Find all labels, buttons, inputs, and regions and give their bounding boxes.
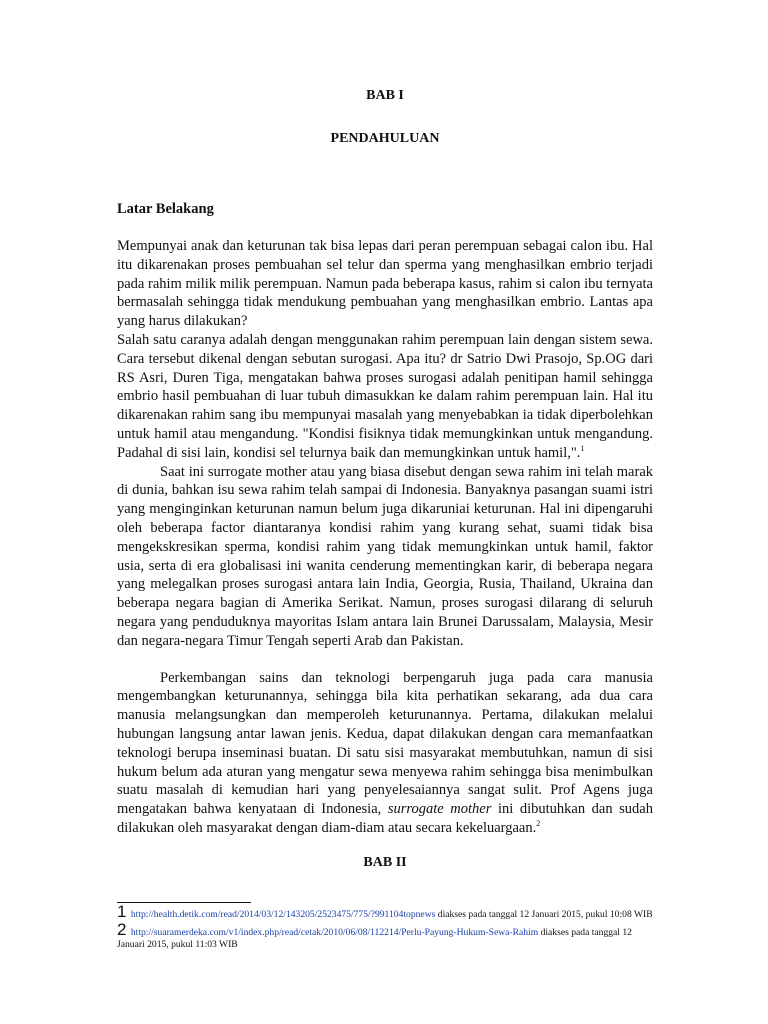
footnote-2 <box>117 919 657 952</box>
main-content <box>117 88 653 871</box>
chapter-title-pendahuluan: PENDAHULUAN <box>330 131 440 146</box>
footnote-ref-2[interactable]: 2 <box>536 819 541 829</box>
footnote-1 <box>117 902 657 922</box>
paragraph-2-text: Salah satu caranya adalah dengan menggunakan rahim perempuan lain dengan sistem sewa. Cara tersebut dikenal dengan sebutan surogasi. Apa itu? dr Satrio Dwi Prasojo, Sp.OG dari RS Asri, Duren Tiga, mengatakan bahwa proses surogasi adalah penitipan hamil sehingga embrio hasil pembuahan di luar tubuh dimasukkan ke dalam rahim perempuan lain. Hal itu dikarenakan rahim sang ibu mempunyai masalah yang menyebabkan ia tidak diperbolehkan untuk hamil atau mengandung. "Kondisi fisiknya tidak memungkinkan untuk mengandung. Padahal di sisi lain, kondisi sel telurnya baik dan memungkinkan untuk hamil,". <box>117 331 653 461</box>
footnote-2-text: diakses pada tanggal 12 Januari 2015, pukul 11:03 WIB <box>117 926 632 950</box>
paragraph-4 <box>117 669 653 838</box>
chapter-heading-bab-1: BAB I <box>366 88 404 103</box>
footnotes <box>117 902 657 954</box>
section-heading-latar-belakang: Latar Belakang <box>117 201 214 217</box>
paragraph-1: Mempunyai anak dan keturunan tak bisa lepas dari peran perempuan sebagai calon ibu. Hal itu dikarenakan proses pembuahan sel telur dan sperma yang menghasilkan embrio terjadi pada rahim milik milik perempuan. Namun pada beberapa kasus, rahim si calon ibu ternyata bermasalah sehingga tidak mendukung pembuahan yang menghasilkan embrio. Lantas apa yang harus dilakukan? <box>117 238 653 330</box>
paragraph-4-italic-term: surrogate mother <box>387 801 492 818</box>
footnote-2-number: 2 <box>117 919 127 939</box>
footnote-1-number: 1 <box>117 902 127 921</box>
paragraph-3: Saat ini surrogate mother atau yang biasa disebut dengan sewa rahim ini telah marak di dunia, bahkan isu sewa rahim telah sampai di Indonesia. Banyaknya pasangan suami istri yang menginginkan keturunan namun belum juga dikaruniai keturunan. Hal ini dipengaruhi oleh beberapa factor diantaranya kondisi rahim yang kurang sehat, suami tidak bisa mengekskresikan sperma, kondisi rahim yang tidak memungkinkan untuk hamil, faktor usia, serta di era globalisasi ini wanita cenderung mementingkan karir, di beberapa negara yang melegalkan proses surogasi antara lain India, Georgia, Rusia, Thailand, Ukraina dan beberapa negara bagian di Amerika Serikat. Namun, proses surogasi dilarang di seluruh negara yang penduduknya mayoritas Islam antara lain Brunei Darussalam, Malaysia, Mesir dan negara-negara Timur Tengah seperti Arab dan Pakistan. <box>117 463 653 649</box>
paragraph-2 <box>117 331 653 463</box>
footnote-ref-1[interactable]: 1 <box>580 443 585 453</box>
paragraph-4-text-start: Perkembangan sains dan teknologi berpengaruh juga pada cara manusia mengembangkan keturunannya, sehingga bila kita perhatikan sekarang, ada dua cara manusia melangsungkan dan memperoleh keturunannya. Pertama, dilakukan melalui hubungan langsung antar lawan jenis. Kedua, dapat dilakukan dengan cara memanfaatkan teknologi berupa inseminasi buatan. Di satu sisi masyarakat membutuhkan, namun di sisi hukum belum ada aturan yang mengatur sewa menyewa rahim sehingga bisa menimbulkan suatu masalah di kemudian hari yang penyelesaiannya sangat sulit. Prof Agens juga mengatakan bahwa kenyataan di Indonesia, <box>117 669 653 818</box>
footnote-2-link[interactable]: http://suaramerdeka.com/v1/index.php/read/cetak/2010/06/08/112214/Perlu-Payung-Hukum-Sewa-Rahim <box>130 926 539 938</box>
footnote-1-text: diakses pada tanggal 12 Januari 2015, pukul 10:08 WIB <box>437 909 653 920</box>
paragraph-4-text-end: ini dibutuhkan dan sudah dilakukan oleh masyarakat dengan diam-diam atau secara kekeluargaan. <box>117 801 653 836</box>
footnote-1-link[interactable]: http://health.detik.com/read/2014/03/12/143205/2523475/775/?991104topnews <box>130 909 436 920</box>
footnote-divider <box>117 902 251 903</box>
chapter-heading-bab-2: BAB II <box>363 854 407 870</box>
